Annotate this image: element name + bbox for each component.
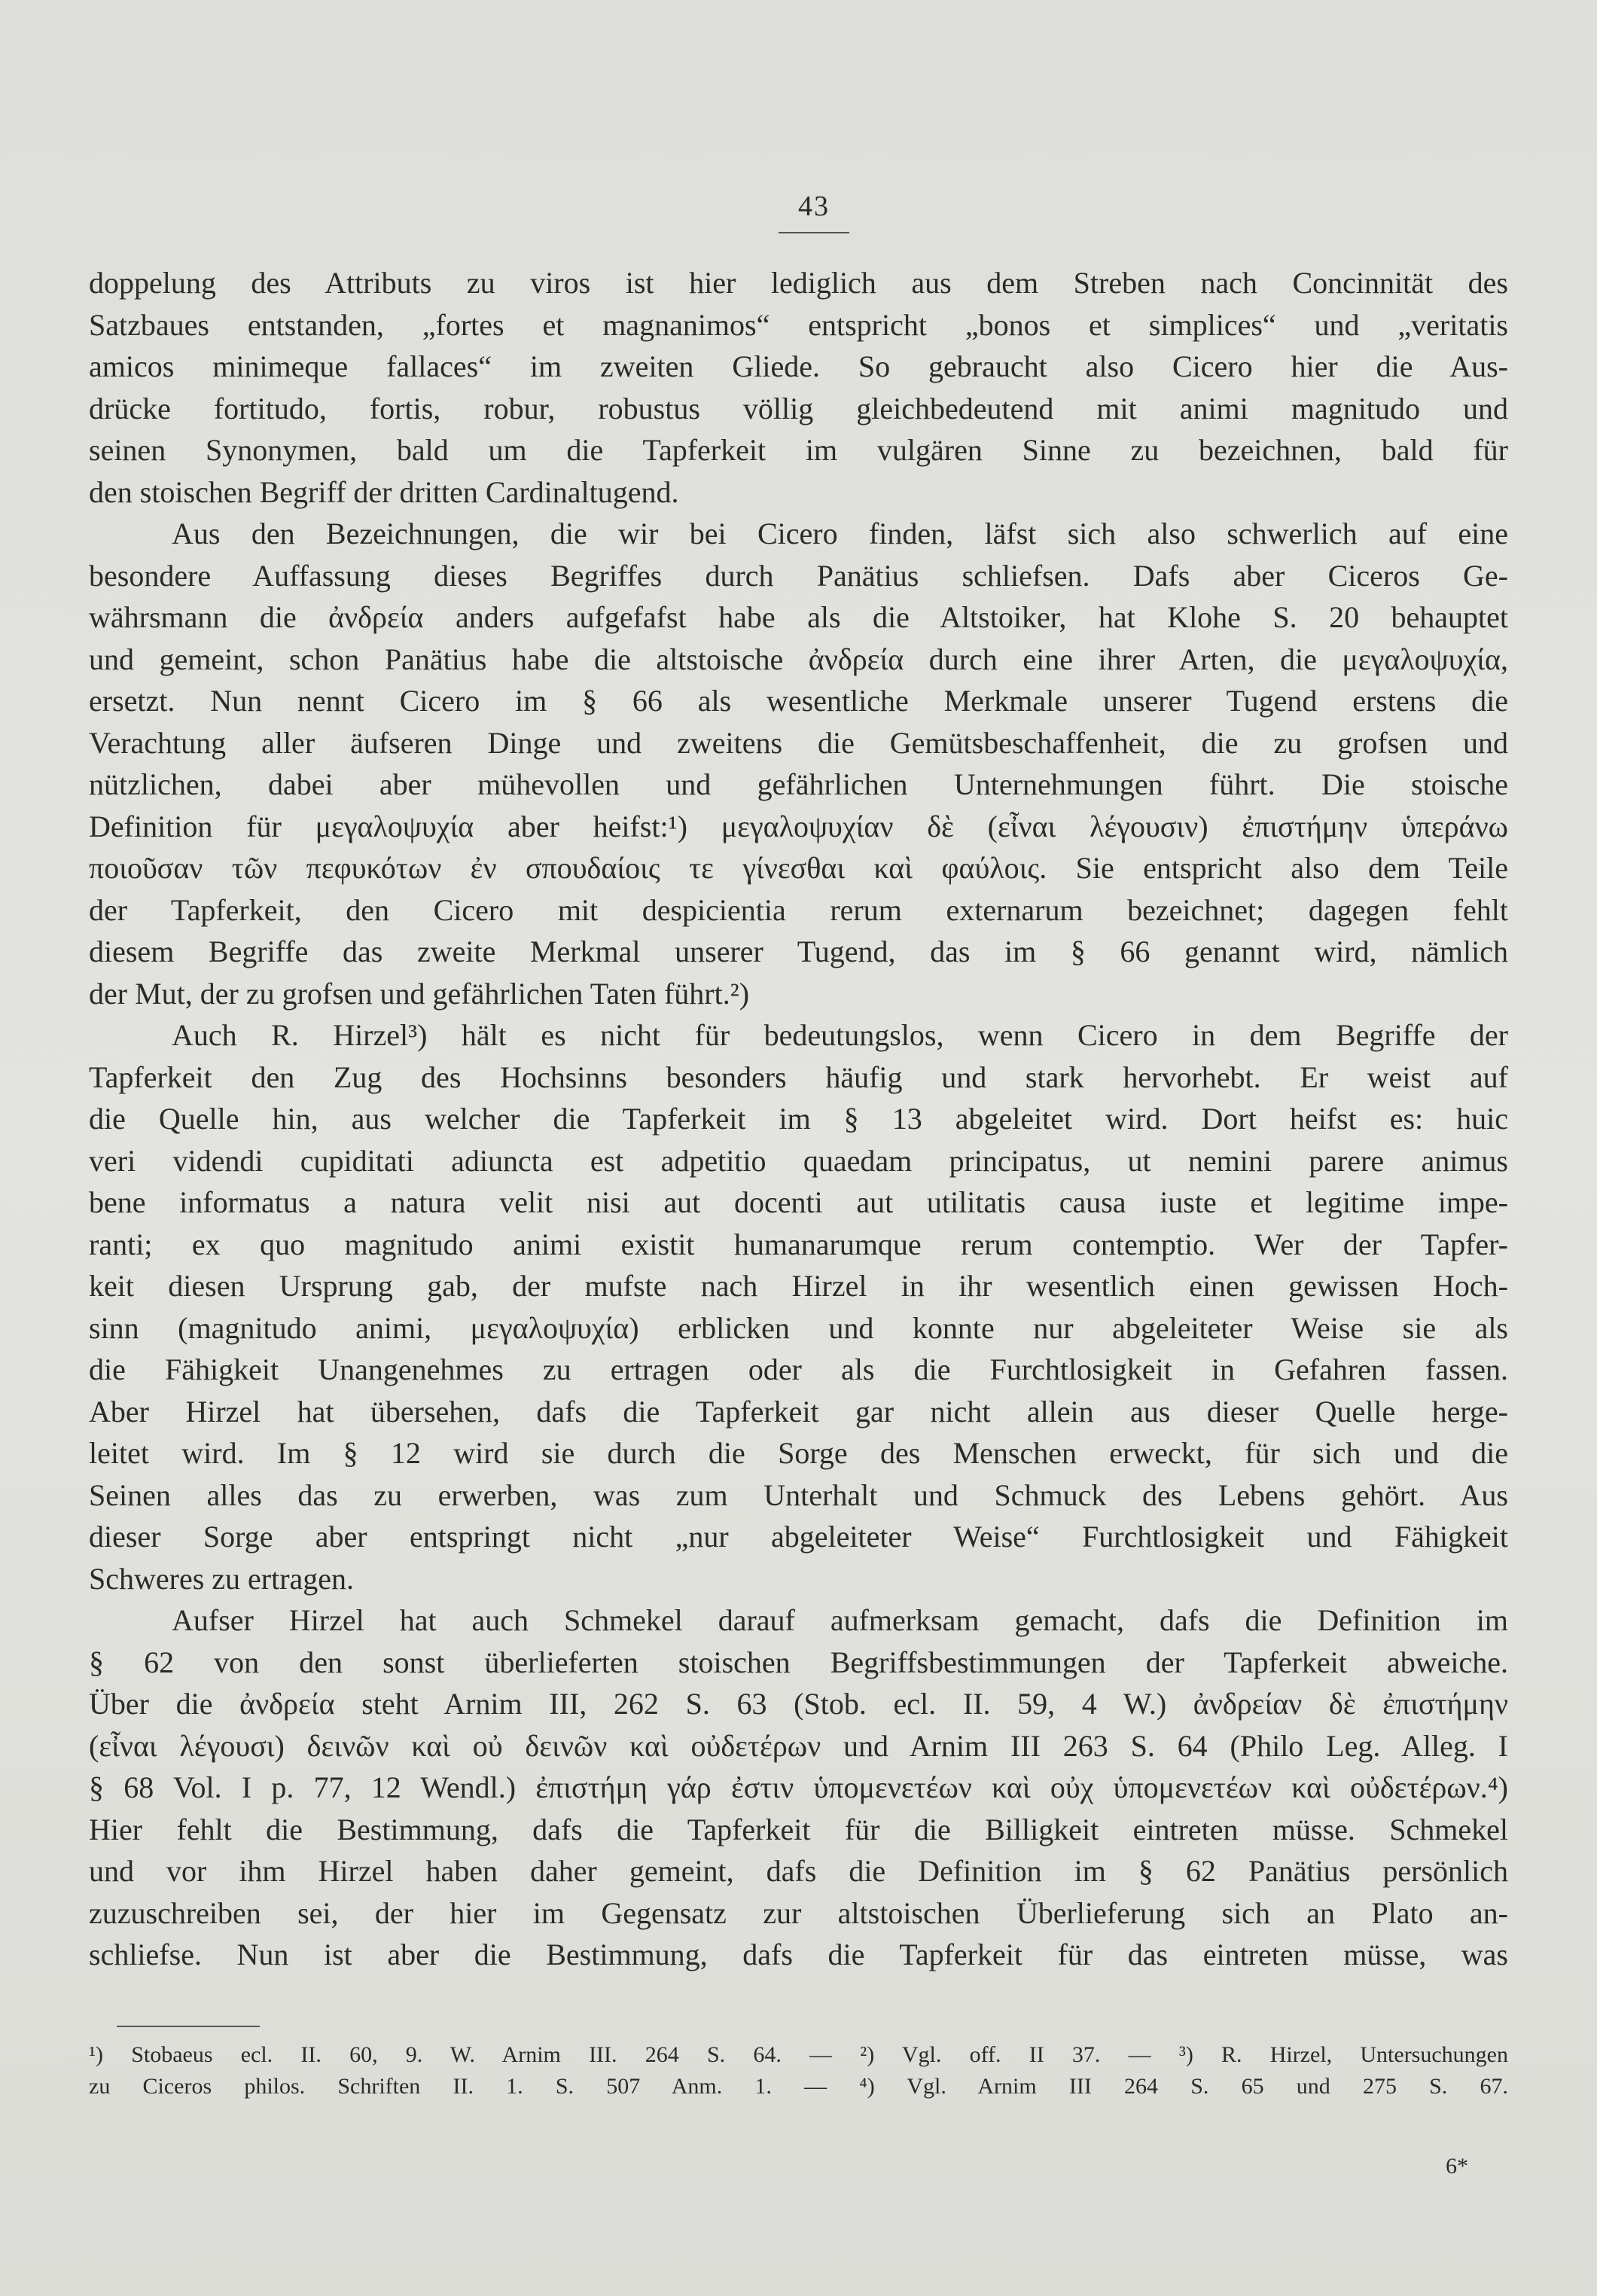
- text-line: besondere Auffassung dieses Begriffes durch Panätius schliefsen. Dafs aber Ciceros Ge-: [89, 558, 1508, 593]
- text-line: die Fähigkeit Unangenehmes zu ertragen oder als die Furchtlosigkeit in Gefahren fassen.: [89, 1352, 1508, 1386]
- text-line: ranti; ex quo magnitudo animi existit humanarumque rerum contemptio. Wer der Tapfer-: [89, 1227, 1508, 1261]
- text-line: (εἶναι λέγουσι) δεινῶν καὶ οὐ δεινῶν καὶ οὐδετέρων und Arnim III 263 S. 64 (Philo Leg. Alleg. I: [89, 1728, 1508, 1763]
- footnote-line: zu Ciceros philos. Schriften II. 1. S. 507 Anm. 1. — ⁴) Vgl. Arnim III 264 S. 65 und 275 S. 67.: [89, 2074, 1508, 2099]
- text-line: diesem Begriffe das zweite Merkmal unserer Tugend, das im § 66 genannt wird, nämlich: [89, 935, 1508, 968]
- footnotes: [89, 2039, 1508, 2102]
- text-line: bene informatus a natura velit nisi aut docenti aut utilitatis causa iuste et legitime impe-: [89, 1185, 1508, 1219]
- text-line: Tapferkeit den Zug des Hochsinns besonders häufig und stark hervorhebt. Er weist auf: [89, 1060, 1508, 1094]
- text-line: Über die ἀνδρεία steht Arnim III, 262 S. 63 (Stob. ecl. II. 59, 4 W.) ἀνδρείαν δὲ ἐπιστήμην: [89, 1687, 1508, 1721]
- text-line: der Mut, der zu grofsen und gefährlichen Taten führt.²): [89, 976, 750, 1011]
- text-line: amicos minimeque fallaces“ im zweiten Gliede. So gebraucht also Cicero hier die Aus-: [89, 349, 1508, 383]
- page-number-rule: [779, 232, 849, 233]
- body-text: [89, 262, 1508, 1976]
- text-line: nützlichen, dabei aber mühevollen und gefährlichen Unternehmungen führt. Die stoische: [89, 767, 1508, 801]
- text-line: § 62 von den sonst überlieferten stoischen Begriffsbestimmungen der Tapferkeit abweiche.: [89, 1645, 1508, 1679]
- text-line: die Quelle hin, aus welcher die Tapferkeit im § 13 abgeleitet wird. Dort heifst es: huic: [89, 1102, 1508, 1136]
- text-line: drücke fortitudo, fortis, robur, robustus völlig gleichbedeutend mit animi magnitudo und: [89, 391, 1508, 425]
- text-line: den stoischen Begriff der dritten Cardinaltugend.: [89, 474, 679, 509]
- text-line: Aber Hirzel hat übersehen, dafs die Tapferkeit gar nicht allein aus dieser Quelle herge-: [89, 1394, 1508, 1429]
- text-line: Seinen alles das zu erwerben, was zum Unterhalt und Schmuck des Lebens gehört. Aus: [89, 1477, 1508, 1512]
- text-line: § 68 Vol. I p. 77, 12 Wendl.) ἐπιστήμη γάρ ἐστιν ὑπομενετέων καὶ οὐχ ὑπομενετέων καὶ οὐδετέρων.⁴): [89, 1770, 1508, 1804]
- paragraph-3: [89, 1014, 1508, 1599]
- page-number: 43: [798, 191, 830, 222]
- printer-signature-mark: 6*: [1446, 2154, 1468, 2179]
- text-line: Auch R. Hirzel³) hält es nicht für bedeutungslos, wenn Cicero in dem Begriffe der: [172, 1018, 1508, 1052]
- text-line: Definition für μεγαλοψυχία aber heifst:¹) μεγαλοψυχίαν δὲ (εἶναι λέγουσιν) ἐπιστήμην ὑπεράνω: [89, 809, 1508, 843]
- paragraph-2: [89, 513, 1508, 1014]
- text-line: währsmann die ἀνδρεία anders aufgefafst habe als die Altstoiker, hat Klohe S. 20 behauptet: [89, 600, 1508, 634]
- text-line: zuzuschreiben sei, der hier im Gegensatz zur altstoischen Überlieferung sich an Plato an-: [89, 1895, 1508, 1930]
- text-line: seinen Synonymen, bald um die Tapferkeit im vulgären Sinne zu bezeichnen, bald für: [89, 433, 1508, 467]
- paragraph-1: [89, 262, 1508, 513]
- text-line: Aus den Bezeichnungen, die wir bei Cicero finden, läfst sich also schwerlich auf eine: [172, 517, 1508, 550]
- text-line: dieser Sorge aber entspringt nicht „nur abgeleiteter Weise“ Furchtlosigkeit und Fähigkeit: [89, 1520, 1508, 1554]
- text-line: sinn (magnitudo animi, μεγαλοψυχία) erblicken und konnte nur abgeleiteter Weise sie als: [89, 1310, 1508, 1345]
- text-line: und vor ihm Hirzel haben daher gemeint, dafs die Definition im § 62 Panätius persönlich: [89, 1854, 1508, 1888]
- text-line: Hier fehlt die Bestimmung, dafs die Tapferkeit für die Billigkeit eintreten müsse. Schmekel: [89, 1812, 1508, 1846]
- footnote-rule: [117, 2026, 260, 2027]
- text-line: der Tapferkeit, den Cicero mit despicientia rerum externarum bezeichnet; dagegen fehlt: [89, 892, 1508, 927]
- text-line: schliefse. Nun ist aber die Bestimmung, dafs die Tapferkeit für das eintreten müsse, was: [89, 1938, 1508, 1971]
- text-line: ποιοῦσαν τῶν πεφυκότων ἐν σπουδαίοις τε γίνεσθαι καὶ φαύλοις. Sie entspricht also dem Teile: [89, 851, 1508, 885]
- text-line: ersetzt. Nun nennt Cicero im § 66 als wesentliche Merkmale unserer Tugend erstens die: [89, 684, 1508, 718]
- text-line: doppelung des Attributs zu viros ist hier lediglich aus dem Streben nach Concinnität des: [89, 266, 1508, 300]
- text-line: und gemeint, schon Panätius habe die altstoische ἀνδρεία durch eine ihrer Arten, die μεγαλοψυχία,: [89, 642, 1508, 676]
- text-line: Satzbaues entstanden, „fortes et magnanimos“ entspricht „bonos et simplices“ und „veritatis: [89, 307, 1508, 342]
- paragraph-4: [89, 1599, 1508, 1976]
- text-line: Aufser Hirzel hat auch Schmekel darauf aufmerksam gemacht, dafs die Definition im: [172, 1603, 1508, 1637]
- text-line: veri videndi cupiditati adiuncta est adpetitio quaedam principatus, ut nemini parere animus: [89, 1143, 1508, 1178]
- text-line: Verachtung aller äufseren Dinge und zweitens die Gemütsbeschaffenheit, die zu grofsen und: [89, 725, 1508, 760]
- text-line: leitet wird. Im § 12 wird sie durch die Sorge des Menschen erweckt, für sich und die: [89, 1436, 1508, 1470]
- footnote-line: ¹) Stobaeus ecl. II. 60, 9. W. Arnim III. 264 S. 64. — ²) Vgl. off. II 37. — ³) R. Hirzel, Untersuchungen: [89, 2042, 1508, 2067]
- text-line: keit diesen Ursprung gab, der mufste nach Hirzel in ihr wesentlich einen gewissen Hoch-: [89, 1269, 1508, 1303]
- text-line: Schweres zu ertragen.: [89, 1561, 355, 1596]
